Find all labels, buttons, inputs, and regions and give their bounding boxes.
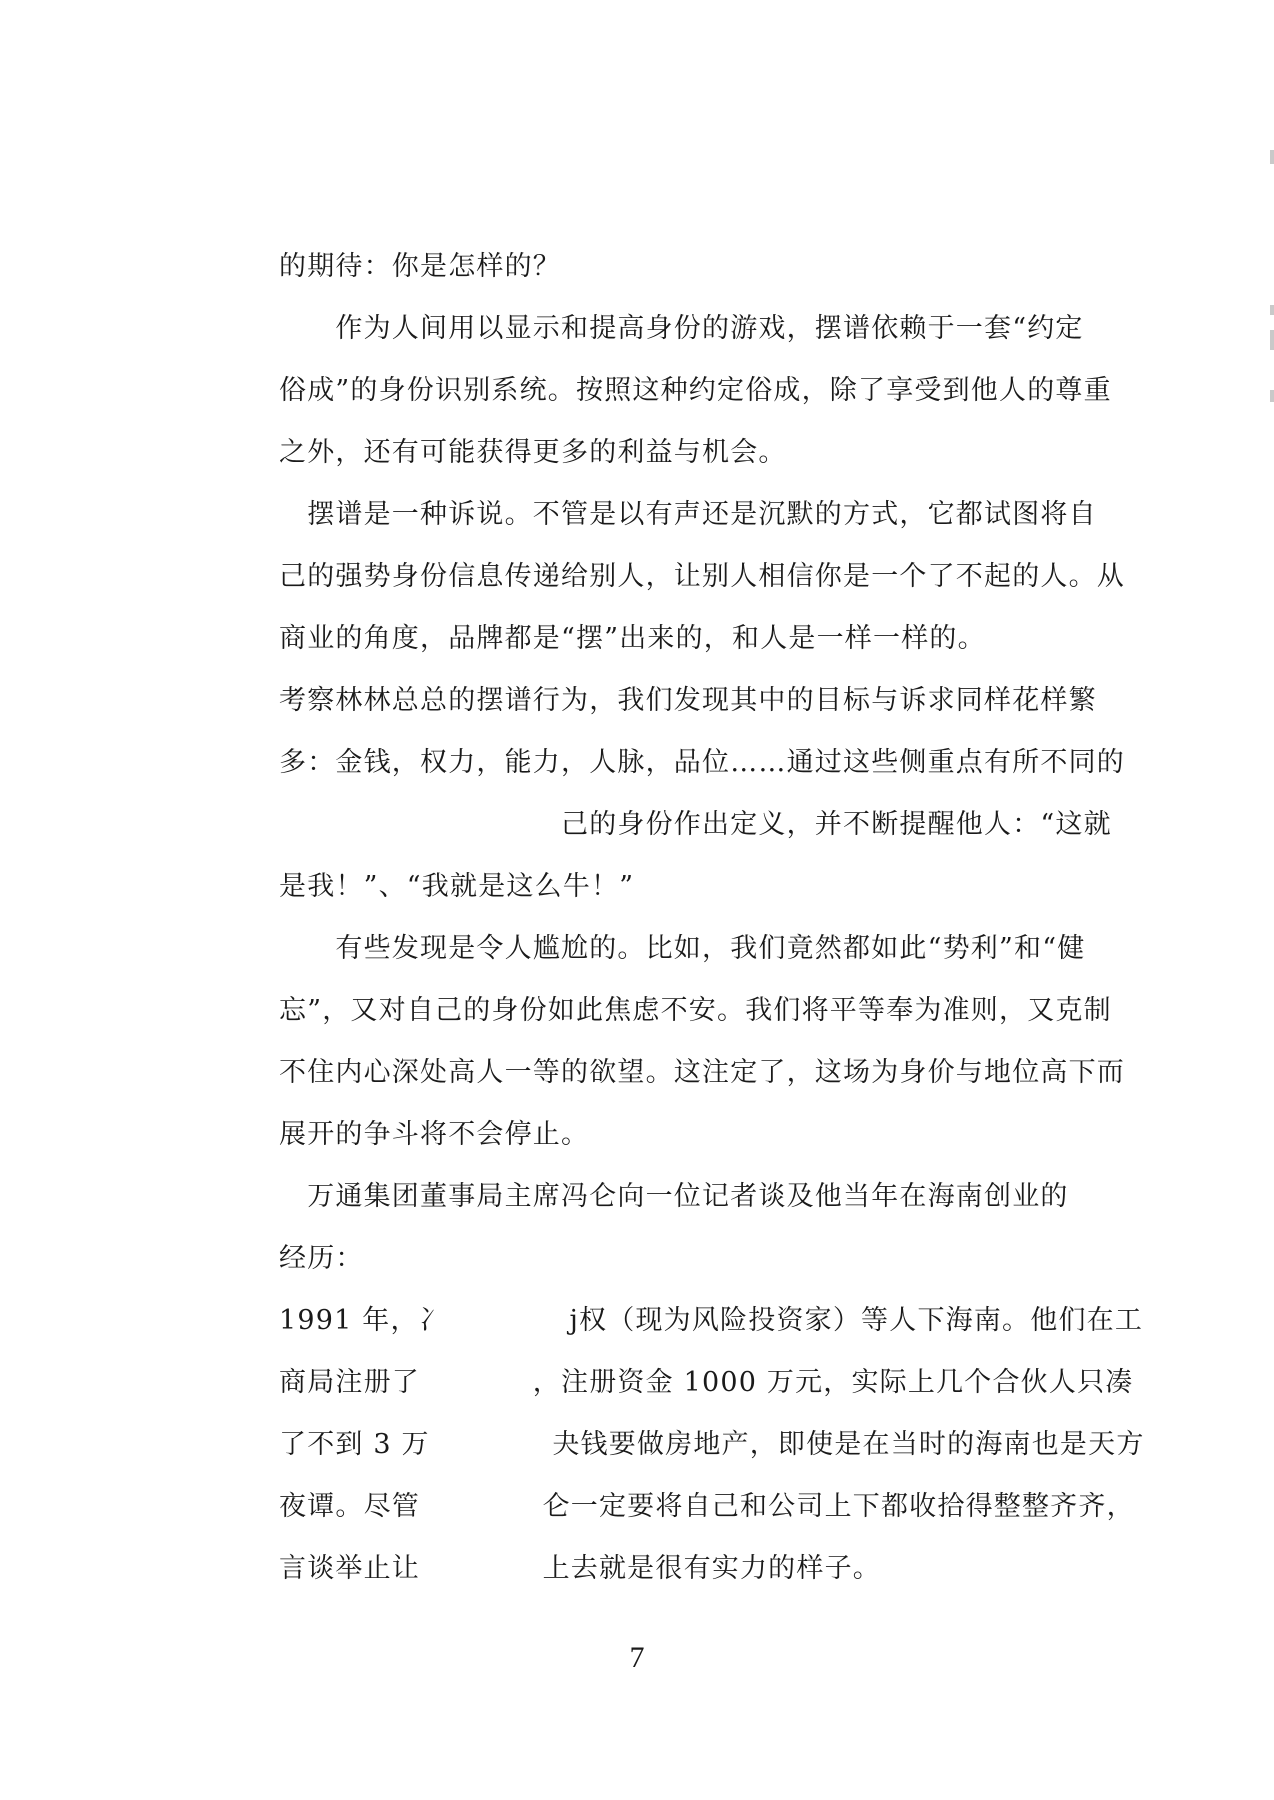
text-line: 1991 年，冫 j权（现为风险投资家）等人下海南。他们在工 bbox=[279, 1305, 1144, 1336]
text-line: 考察林林总总的摆谱行为，我们发现其中的目标与诉求同样花样繁 bbox=[279, 685, 1097, 716]
text-line: 万通集团董事局主席冯仑向一位记者谈及他当年在海南创业的 bbox=[279, 1181, 1069, 1212]
page-number: 7 bbox=[629, 1641, 645, 1674]
scan-edge-mark bbox=[1270, 390, 1274, 402]
text-line: 作为人间用以显示和提高身份的游戏，摆谱依赖于一套“约定 bbox=[279, 313, 1084, 344]
text-line: 了不到 3 万 夬钱要做房地产，即使是在当时的海南也是天方 bbox=[279, 1429, 1145, 1460]
text-line: 是我！”、“我就是这么牛！” bbox=[279, 871, 635, 902]
text-line: 之外，还有可能获得更多的利益与机会。 bbox=[279, 437, 787, 468]
text-line: 己的强势身份信息传递给别人，让别人相信你是一个了不起的人。从 bbox=[279, 561, 1125, 592]
text-line: 展开的争斗将不会停止。 bbox=[279, 1119, 590, 1150]
scan-edge-mark bbox=[1270, 305, 1274, 315]
text-line: 经历： bbox=[279, 1243, 364, 1274]
text-line: 摆谱是一种诉说。不管是以有声还是沉默的方式，它都试图将自 bbox=[279, 499, 1097, 530]
scan-edge-mark bbox=[1270, 330, 1274, 350]
scan-edge-mark bbox=[1270, 150, 1274, 164]
text-line: 的期待：你是怎样的？ bbox=[279, 251, 561, 282]
text-line: 商局注册了 ，注册资金 1000 万元，实际上几个合伙人只凑 bbox=[279, 1367, 1134, 1398]
text-line: 夜谭。尽管 仑一定要将自己和公司上下都收拾得整整齐齐， bbox=[279, 1491, 1135, 1522]
text-line: 不住内心深处高人一等的欲望。这注定了，这场为身价与地位高下而 bbox=[279, 1057, 1125, 1088]
text-line: 俗成”的身份识别系统。按照这种约定俗成，除了享受到他人的尊重 bbox=[279, 375, 1112, 406]
text-line: 商业的角度，品牌都是“摆”出来的，和人是一样一样的。 bbox=[279, 623, 986, 654]
text-line: 忘”，又对自己的身份如此焦虑不安。我们将平等奉为准则，又克制 bbox=[279, 995, 1112, 1026]
text-line: 有些发现是令人尴尬的。比如，我们竟然都如此“势利”和“健 bbox=[279, 933, 1086, 964]
text-line: 多：金钱，权力，能力，人脉，品位……通过这些侧重点有所不同的 bbox=[279, 747, 1125, 778]
text-line: 己的身份作出定义，并不断提醒他人：“这就 bbox=[279, 809, 1112, 840]
text-line: 言谈举止让 上去就是很有实力的样子。 bbox=[279, 1553, 881, 1584]
